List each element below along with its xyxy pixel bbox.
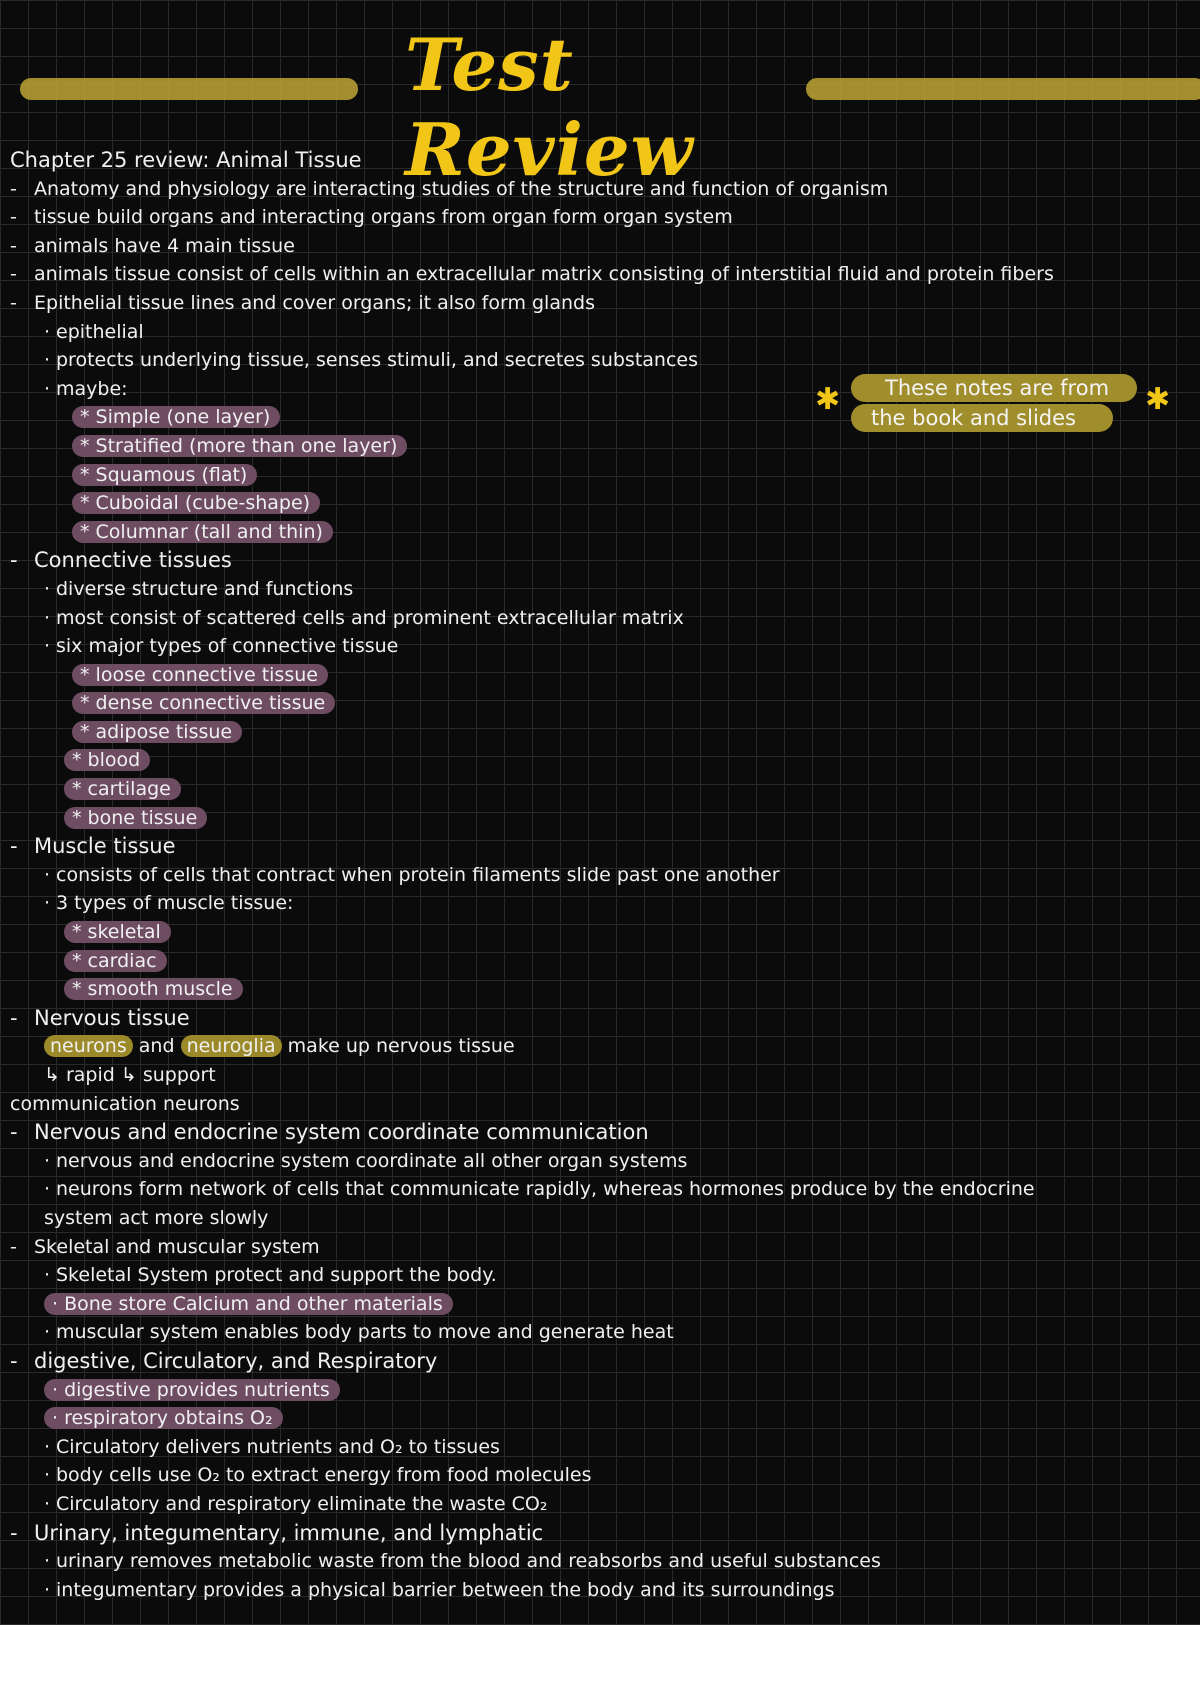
note-text: animals have 4 main tissue [34,234,295,257]
dash-marker: - [10,177,17,200]
note-text: six major types of connective tissue [56,635,399,658]
note-text: * skeletal [64,921,171,943]
source-note-line-1: These notes are from [851,374,1137,402]
note-line [10,461,1190,490]
note-line [10,1061,1190,1090]
note-text: Chapter 25 review: Animal Tissue [10,148,362,172]
note-line [10,318,1190,347]
note-text-part: neuroglia [181,1035,282,1057]
note-text: most consist of scattered cells and prominent extracellular matrix [56,606,684,629]
dash-marker: - [10,234,17,257]
dash-marker: - [10,263,17,286]
bullet-marker: · [44,1321,51,1344]
title-underline-left [20,78,358,100]
source-note-line-2: the book and slides [851,404,1113,432]
bullet-marker: · [44,349,51,372]
note-text: ↳ rapid ↳ support [44,1064,216,1086]
note-text: muscular system enables body parts to move and generate heat [56,1321,674,1344]
note-line [10,1461,1190,1490]
dash-marker: - [10,206,17,229]
dash-marker: - [10,1520,18,1545]
bullet-marker: · [44,1435,51,1458]
note-text: · digestive provides nutrients [44,1379,340,1401]
bullet-marker: · [44,577,51,600]
note-text: * Columnar (tall and thin) [72,521,333,543]
note-line [10,203,1190,232]
bullet-marker: · [44,1550,51,1573]
dash-marker: - [10,1235,17,1258]
note-text: neurons form network of cells that communicate rapidly, whereas hormones produce by the endocrine [56,1178,1035,1201]
dash-marker: - [10,548,18,573]
note-text: communication neurons [10,1092,240,1115]
note-text: consists of cells that contract when protein filaments slide past one another [56,863,780,886]
note-line [10,1519,1190,1548]
note-line [10,1090,1190,1119]
note-line [10,889,1190,918]
dash-marker: - [10,1348,18,1373]
note-line [10,232,1190,261]
note-text: · respiratory obtains O₂ [44,1407,283,1429]
note-line [10,947,1190,976]
note-text: * loose connective tissue [72,664,328,686]
note-text: 3 types of muscle tissue: [56,892,294,915]
note-text: urinary removes metabolic waste from the blood and reabsorbs and useful substances [56,1550,881,1573]
note-text: * cartilage [64,778,181,800]
bullet-marker: · [44,1264,51,1287]
note-text-part: make up nervous tissue [281,1035,515,1058]
note-line [10,289,1190,318]
star-icon: ✱ [1145,382,1171,417]
note-text: integumentary provides a physical barrier between the body and its surroundings [56,1578,835,1601]
note-text: Circulatory delivers nutrients and O₂ to tissues [56,1435,500,1458]
note-text: · Bone store Calcium and other materials [44,1293,453,1315]
bullet-marker: · [44,1578,51,1601]
note-line [10,775,1190,804]
note-line [10,575,1190,604]
notes-body [10,146,1190,1604]
source-note [815,372,1175,436]
note-line [10,861,1190,890]
bullet-marker: · [44,863,51,886]
note-line [10,718,1190,747]
note-text: protects underlying tissue, senses stimuli, and secretes substances [56,349,699,372]
note-text: * dense connective tissue [72,692,335,714]
note-text: * bone tissue [64,807,207,829]
note-line [10,1433,1190,1462]
note-text: Skeletal and muscular system [34,1235,320,1258]
note-line [10,260,1190,289]
bullet-marker: · [44,1149,51,1172]
note-text: * Simple (one layer) [72,406,280,428]
note-line [10,1204,1190,1233]
note-text: diverse structure and functions [56,577,354,600]
note-text-part: and [132,1035,181,1058]
note-line [10,1147,1190,1176]
note-line [10,1032,1190,1061]
note-text: Skeletal System protect and support the body. [56,1264,497,1287]
note-line [10,1118,1190,1147]
note-text: tissue build organs and interacting organs from organ form organ system [34,206,733,229]
note-line [10,175,1190,204]
note-line [10,1347,1190,1376]
dash-marker: - [10,1120,18,1145]
note-line [10,832,1190,861]
note-text-part: neurons [44,1035,133,1057]
note-line [10,689,1190,718]
note-line [10,975,1190,1004]
note-line [10,1404,1190,1433]
note-text: Nervous tissue [34,1005,190,1030]
bullet-marker: · [44,377,51,400]
bullet-marker: · [44,320,51,343]
note-text: body cells use O₂ to extract energy from food molecules [56,1464,592,1487]
note-text: nervous and endocrine system coordinate all other organ systems [56,1149,688,1172]
note-line [10,489,1190,518]
note-line [10,1175,1190,1204]
note-line [10,746,1190,775]
dash-marker: - [10,1005,18,1030]
bullet-marker: · [44,1492,51,1515]
note-text: maybe: [56,377,128,400]
note-text: * cardiac [64,950,167,972]
note-text: * blood [64,749,150,771]
note-text: * Squamous (flat) [72,464,257,486]
note-line [10,1004,1190,1033]
dash-marker: - [10,291,17,314]
bullet-marker: · [44,1178,51,1201]
note-line [10,604,1190,633]
note-text: Anatomy and physiology are interacting studies of the structure and function of organism [34,177,889,200]
note-line [10,1376,1190,1405]
note-line [10,632,1190,661]
star-icon: ✱ [815,382,841,417]
note-line [10,661,1190,690]
note-line [10,1490,1190,1519]
bullet-marker: · [44,1464,51,1487]
note-text: * smooth muscle [64,978,243,1000]
note-text: * Stratified (more than one layer) [72,435,407,457]
note-text: Connective tissues [34,548,232,573]
note-text: Circulatory and respiratory eliminate the waste CO₂ [56,1492,548,1515]
note-text: Muscle tissue [34,834,176,859]
note-text: Epithelial tissue lines and cover organs; it also form glands [34,291,595,314]
note-line [10,546,1190,575]
bullet-marker: · [44,892,51,915]
note-line [10,518,1190,547]
note-text: * adipose tissue [72,721,242,743]
note-line [10,1233,1190,1262]
dash-marker: - [10,834,18,859]
note-line [10,146,1190,175]
note-text: * Cuboidal (cube-shape) [72,492,320,514]
note-text: Urinary, integumentary, immune, and lymphatic [34,1520,544,1545]
note-line [10,1290,1190,1319]
note-line [10,804,1190,833]
note-text: digestive, Circulatory, and Respiratory [34,1348,438,1373]
note-line [10,432,1190,461]
note-line [10,346,1190,375]
page-title: Test Review [405,22,694,192]
note-text: Nervous and endocrine system coordinate communication [34,1120,649,1145]
title-underline-right [806,78,1200,100]
note-line [10,1261,1190,1290]
note-text: epithelial [56,320,144,343]
bullet-marker: · [44,635,51,658]
note-line [10,1547,1190,1576]
note-line [10,918,1190,947]
note-text: animals tissue consist of cells within an extracellular matrix consisting of interstitial fluid and protein fibers [34,263,1054,286]
note-text: system act more slowly [44,1206,269,1229]
note-line [10,1576,1190,1605]
note-line [10,1318,1190,1347]
bullet-marker: · [44,606,51,629]
